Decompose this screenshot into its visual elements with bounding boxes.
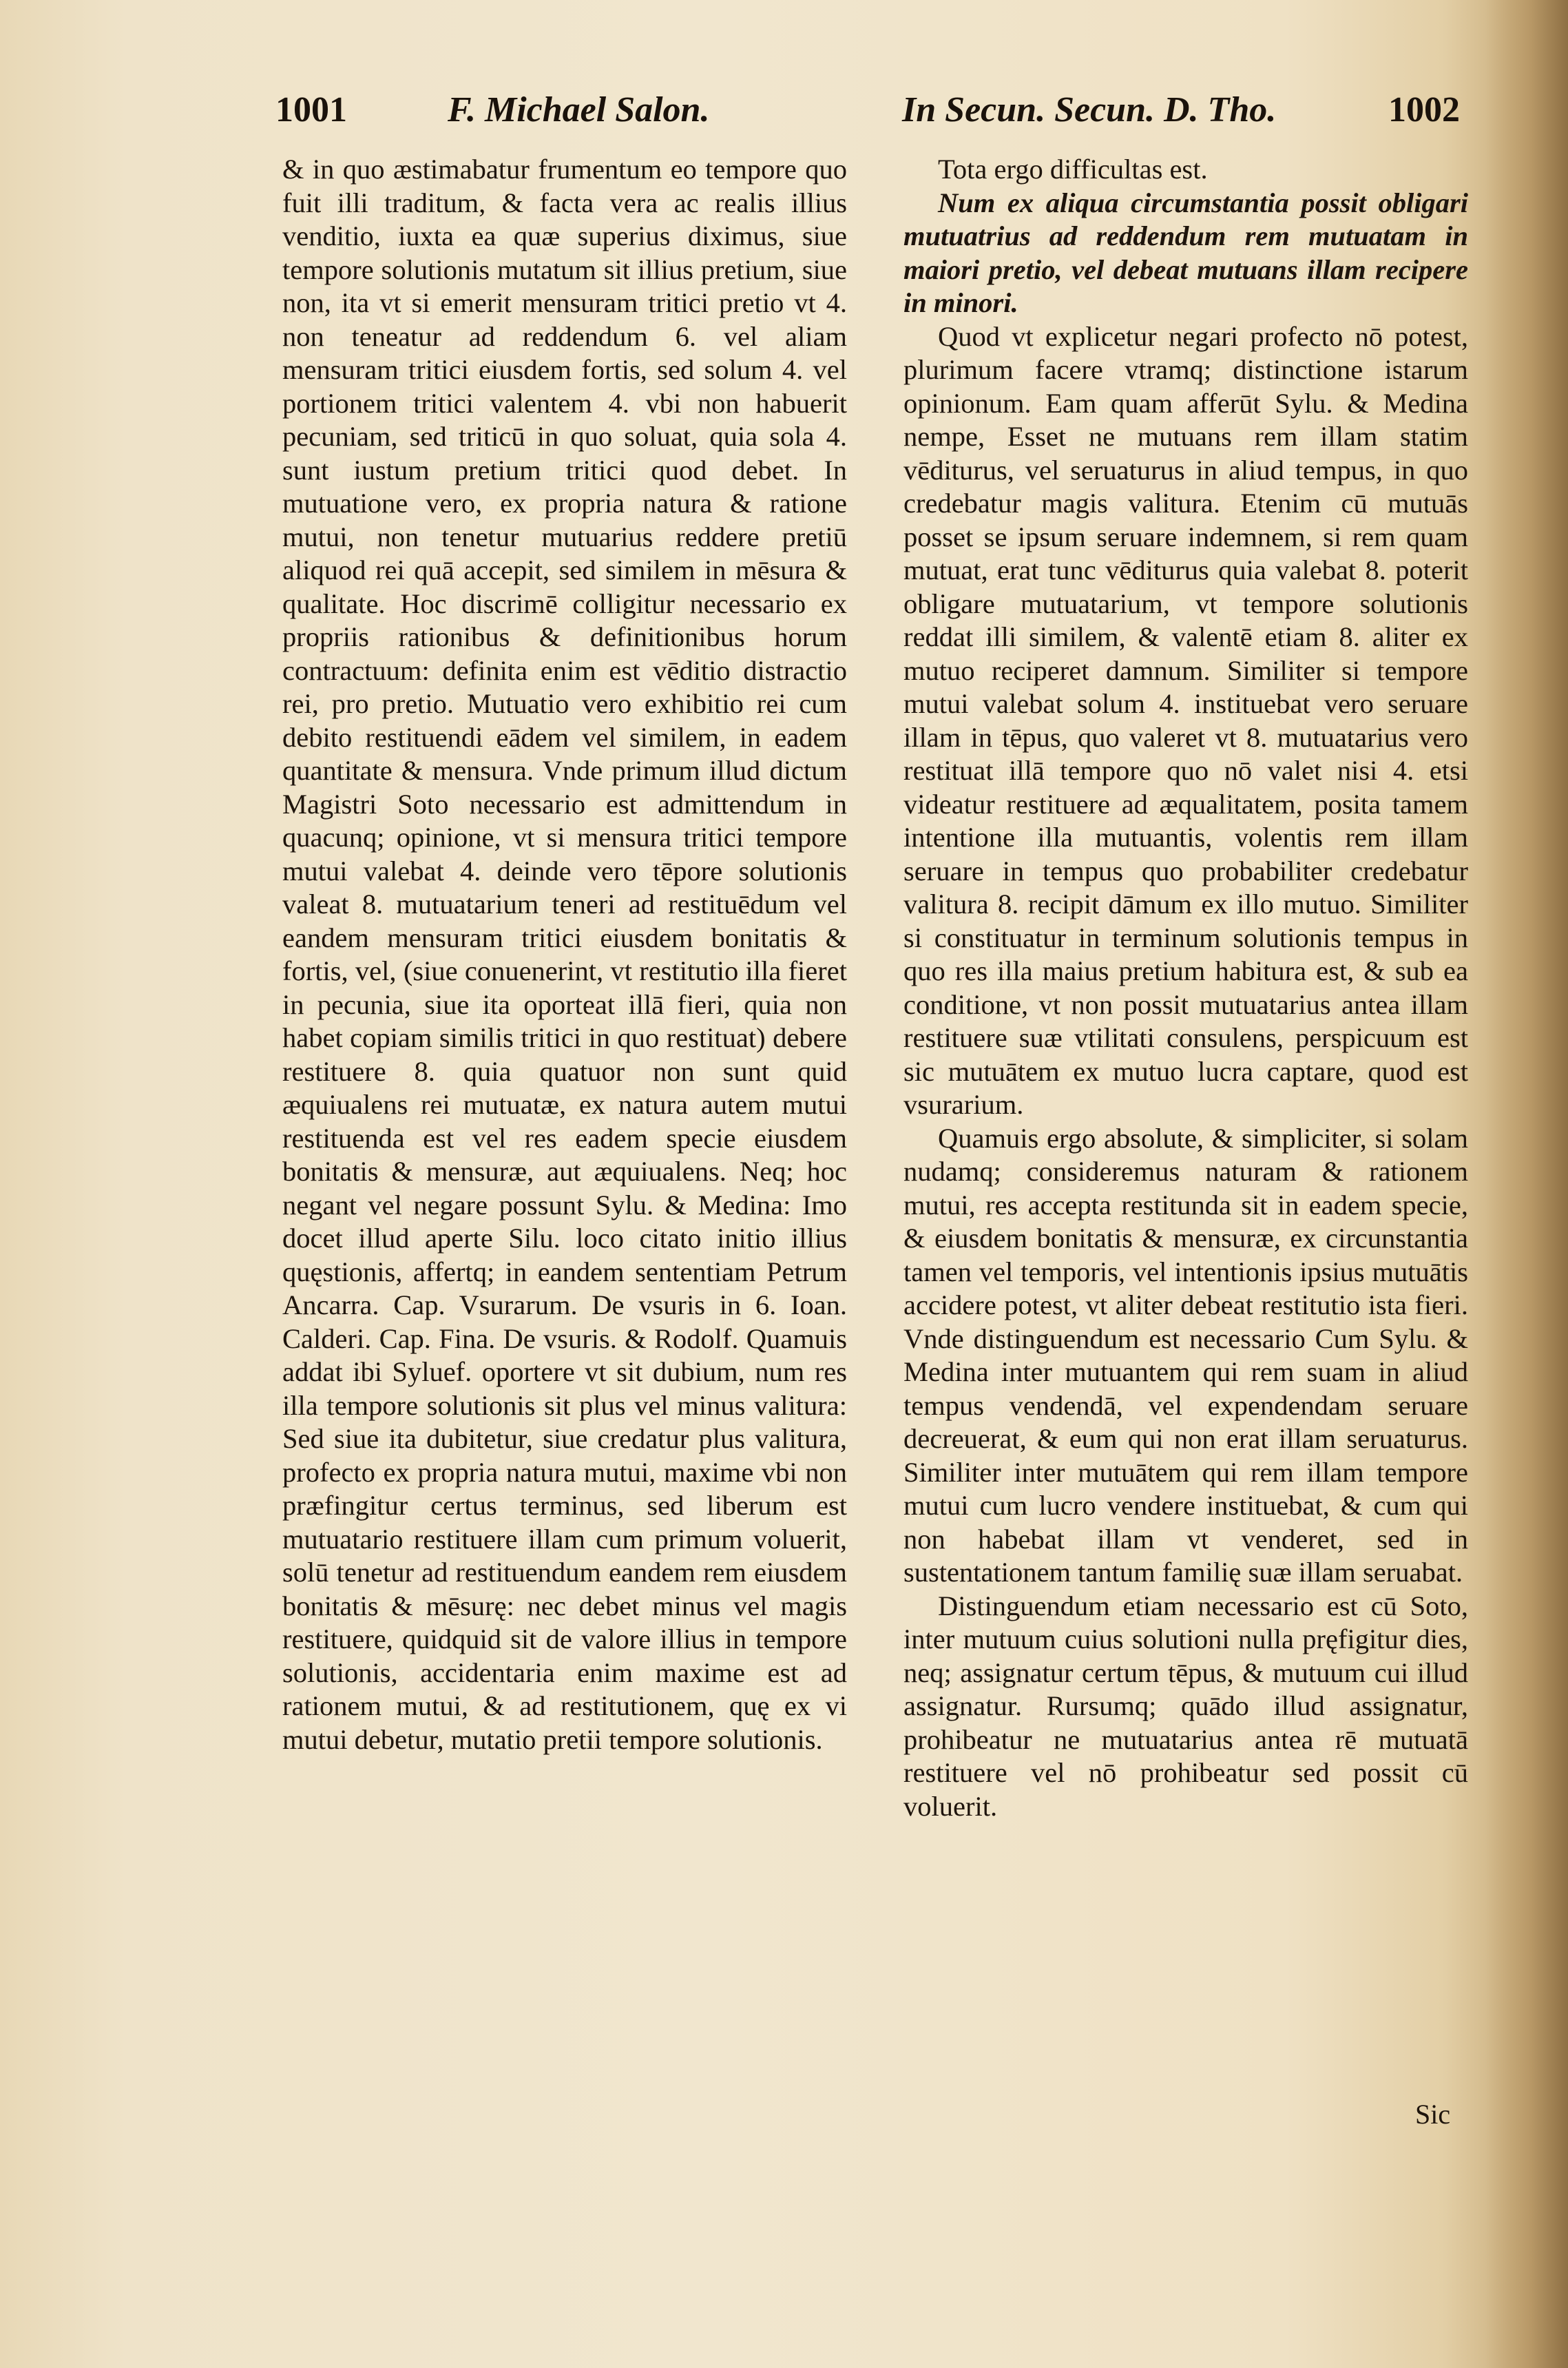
section-intro: Tota ergo difficultas est. — [938, 154, 1208, 185]
right-page-number: 1002 — [1388, 90, 1460, 129]
left-page-number: 1001 — [275, 90, 347, 129]
page-edge-shadow — [1485, 0, 1568, 2368]
left-running-title: F. Michael Salon. — [448, 90, 710, 129]
left-text-column — [282, 153, 847, 1756]
running-header — [275, 76, 1460, 145]
paragraph: Quamuis ergo absolute, & simpliciter, si solam nudamq; consideremus naturam & rationem mutui, res accepta restitunda sit in eadem specie, & eiusdem bonitatis & mensuræ, ex circunstantia tamen vel temporis, vel intentionis ipsius mutuātis accidere potest, vt aliter debeat restitutio ista fieri. Vnde distinguendum est necessario Cum Sylu. & Medina inter mutuantem qui rem suam in aliud tempus vendendā, vel expendendam seruare decreuerat, & eum qui non erat illam seruaturus. Similiter inter mutuātem qui rem illam tempore mutui cum lucro vendere instituebat, & cum qui non habebat illam vt venderet, sed in sustentationem tantum familię suæ illam seruabat. — [903, 1122, 1468, 1588]
paragraph: Distinguendum etiam necessario est cū Soto, inter mutuum cuius solutioni nulla pręfigitur dies, neq; assignatur certum tēpus, & mutuum cui illud assignatur. Rursumq; quādo illud assignatur, prohibeatur ne mutuatarius antea rē mutuatā restituere vel nō prohibeatur sed possit cū voluerit. — [903, 1590, 1468, 1822]
paragraph: Quod vt explicetur negari profecto nō potest, plurimum facere vtramq; distinctione istarum opinionum. Eam quam afferūt Sylu. & Medina nempe, Esset ne mutuans rem illam statim vēditurus, vel seruaturus in aliud tempus, in quo credebatur magis valitura. Etenim cū mutuās posset se ipsum seruare indemnem, si rem quam mutuat, erat tunc vēditurus quia valebat 8. poterit obligare mutuatarium, vt tempore solutionis reddat illi similem, & valentē etiam 8. aliter ex mutuo reciperet damnum. Similiter si tempore mutui valebat solum 4. instituebat vero seruare illam in tēpus, quo valeret vt 8. mutuatarius vero restituat illā tempore quo nō valet nisi 4. etsi videatur restituere ad æqualitatem, posita tamem intentione illa mutuantis, volentis rem illam seruare in tempus quo probabiliter credebatur valitura 8. recipit dāmum ex illo mutuo. Similiter si constituatur in terminum solutionis tempus in quo res illa maius pretium habitura est, & sub ea conditione, vt non possit mutuatarius antea illam restituere suæ vtilitati consulens, perspicuum est sic mutuātem ex mutuo lucra captare, quod est vsurarium. — [903, 320, 1468, 1120]
right-running-title: In Secun. Secun. D. Tho. — [902, 90, 1277, 129]
question-heading: Num ex aliqua circumstantia possit obligari mutuatrius ad reddendum rem mutuatam in maiori pretio, vel debeat mutuans illam recipere in minori. — [903, 187, 1468, 318]
right-text-column — [903, 153, 1468, 1823]
paragraph: & in quo æstimabatur frumentum eo tempore quo fuit illi traditum, & facta vera ac realis illius venditio, iuxta ea quæ superius diximus, siue tempore solutionis mutatum sit illius pretium, siue non, ita vt si emerit mensuram tritici pretio vt 4. non teneatur ad reddendum 6. vel aliam mensuram tritici eiusdem fortis, sed solum 4. vel portionem tritici valentem 4. vbi non habuerit pecuniam, sed triticū in quo soluat, quia sola 4. sunt iustum pretium tritici quod debet. In mutuatione vero, ex propria natura & ratione mutui, non tenetur mutuarius reddere pretiū aliquod rei quā accepit, sed similem in mēsura & qualitate. Hoc discrimē colligitur necessario ex propriis rationibus & definitionibus horum contractuum: definita enim est vēditio distractio rei, pro pretio. Mutuatio vero exhibitio rei cum debito restituendi eādem vel similem, in eadem quantitate & mensura. Vnde primum illud dictum Magistri Soto necessario est admittendum in quacunq; opinione, vt si mensura tritici tempore mutui valebat 4. deinde vero tēpore solutionis valeat 8. mutuatarium teneri ad restituēdum vel eandem mensuram tritici eiusdem bonitatis & fortis, vel, (siue conuenerint, vt restitutio illa fieret in pecunia, siue ita oporteat illā fieri, quia non habet copiam similis tritici in quo restituat) debere restituere 8. quia quatuor non sunt quid æquiualens rei mutuatæ, ex natura autem mutui restituenda est vel res eadem specie eiusdem bonitatis & mensuræ, aut æquiualens. Neq; hoc negant vel negare possunt Sylu. & Medina: Imo docet illud aperte Silu. loco citato initio illius quęstionis, affertq; in eandem sententiam Petrum Ancarra. Cap. Vsurarum. De vsuris in 6. Ioan. Calderi. Cap. Fina. De vsuris. & Rodolf. Quamuis addat ibi Syluef. oportere vt sit dubium, num res illa tempore solutionis sit plus vel minus valitura: Sed siue ita dubitetur, siue credatur plus valitura, profecto ex propria natura mutui, maxime vbi non præfingitur certus terminus, sed liberum est mutuatario restituere illam cum primum voluerit, solū tenetur ad restituendum eandem rem eiusdem bonitatis & mēsurę: nec debet minus vel magis restituere, quidquid sit de valore illius in tempore solutionis, accidentaria enim maxime est ad rationem mutui, & ad restitutionem, quę ex vi mutui debetur, mutatio pretii tempore solutionis. — [282, 154, 847, 1755]
catchword: Sic — [1415, 2099, 1451, 2130]
